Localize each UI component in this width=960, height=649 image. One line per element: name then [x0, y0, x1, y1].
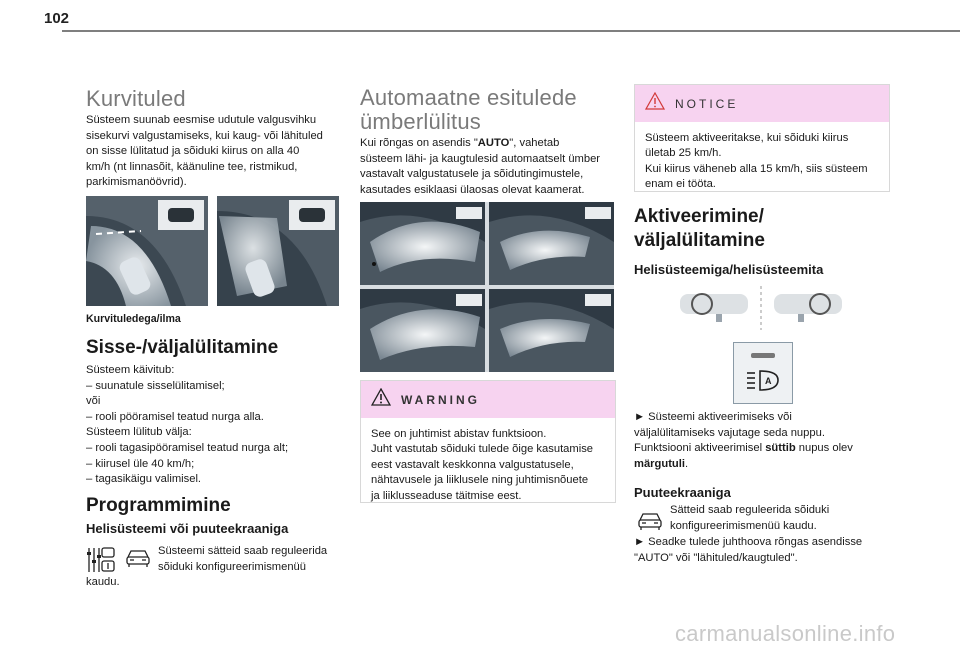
programmimine-text: Süsteemi sätteid saab reguleerida sõiduki konfigureerimismenüü: [158, 545, 328, 573]
notice-header: [635, 85, 889, 122]
warning-triangle-icon: [371, 388, 391, 411]
cornering-light-illustration-without: [217, 196, 339, 306]
page-number: 102: [44, 10, 70, 27]
programmimine-text-end: kaudu.: [86, 576, 120, 588]
kurvituled-intro: Süsteem suunab eesmise udutule valgusvihku sisekurvi valgustamiseks, kui kaug- või lähituled on sisse lülitatud ja sõiduki kiirus on alla 40 km/h (nt linnasõit, käänuline tee, ristmikud, parkimismanöövrid).: [86, 114, 323, 189]
puuteekraan-text-a: Sätteid saab reguleerida sõiduki konfigureerimismenüü kaudu.: [670, 504, 830, 532]
warning-box: [360, 380, 616, 503]
dashboard-button-location-illustration: [680, 286, 842, 330]
warning-header: [361, 381, 615, 418]
cornering-light-illustration-with: [86, 196, 208, 306]
notice-box: [634, 84, 890, 192]
heading-aktiveerimine-line2: väljalülitamine: [634, 230, 765, 251]
svg-text:A: A: [765, 376, 772, 386]
notice-title: NOTICE: [675, 96, 739, 111]
heading-sisse-valjalulitamine: Sisse-/väljalülitamine: [86, 337, 279, 358]
watermark: carmanualsonline.info: [675, 621, 896, 646]
car-icon: [125, 548, 151, 568]
title-kurvituled: Kurvituled: [86, 86, 186, 111]
puuteekraan-text-b: ► Seadke tulede juhthoova rõngas asendisse "AUTO" või "lähituled/kaugtuled".: [634, 536, 863, 564]
title-automaatne-line2: ümberlülitus: [360, 109, 482, 134]
automaatne-intro: Kui rõngas on asendis "AUTO", vahetab süsteem lähi- ja kaugtulesid automaatselt ümber vastavalt valgustatusele ja sõidutingimustele, kasutades esiklaasi ülaosas olevat kaamerat.: [360, 137, 601, 196]
subheading-puuteekraaniga: Puuteekraaniga: [634, 485, 731, 500]
sisse-valjalulitamine-text: Süsteem käivitub: – suunatule sisselülitamisel; või – rooli pööramisel teatud nurga alla. Süsteem lülitub välja: – rooli tagasipööramisel teatud nurga alt; – kiirusel üle 40 km/h; – tagasikäigu valimisel.: [86, 364, 289, 486]
aktiveerimine-text: ► Süsteemi aktiveerimiseks või väljalülitamiseks vajutage seda nuppu. Funktsiooni aktiveerimisel süttib nupus olev märgutuli.: [634, 411, 853, 470]
subheading-helisusteemiga: Helisüsteemiga/helisüsteemita: [634, 262, 824, 277]
subheading-helisusteem: Helisüsteemi või puuteekraaniga: [86, 521, 289, 536]
illustration-caption: Kurvituledega/ilma: [86, 313, 181, 325]
car-icon-touch: [637, 511, 663, 531]
settings-menu-icon: [86, 546, 116, 574]
heading-aktiveerimine-line1: Aktiveerimine/: [634, 206, 764, 227]
notice-triangle-icon: [645, 92, 665, 115]
title-automaatne-line1: Automaatne esitulede: [360, 85, 577, 110]
heading-programmimine: Programmimine: [86, 495, 231, 516]
auto-headlight-illustration: [360, 202, 614, 372]
notice-text: Süsteem aktiveeritakse, kui sõiduki kiirus ületab 25 km/h. Kui kiirus väheneb alla 15 km/h, siis süsteem enam ei tööta.: [645, 132, 868, 191]
header-rule: [62, 30, 960, 32]
warning-text: See on juhtimist abistav funktsioon. Juht vastutab sõiduki tulede õige kasutamise eest vastavalt keskkonna valgustatusele, nähtavusele ja liiklusele ning juhtimisnõuete ja liiklusseaduse täitmise eest.: [371, 428, 594, 502]
auto-high-beam-button-icon: [733, 342, 793, 404]
warning-title: WARNING: [401, 392, 480, 407]
